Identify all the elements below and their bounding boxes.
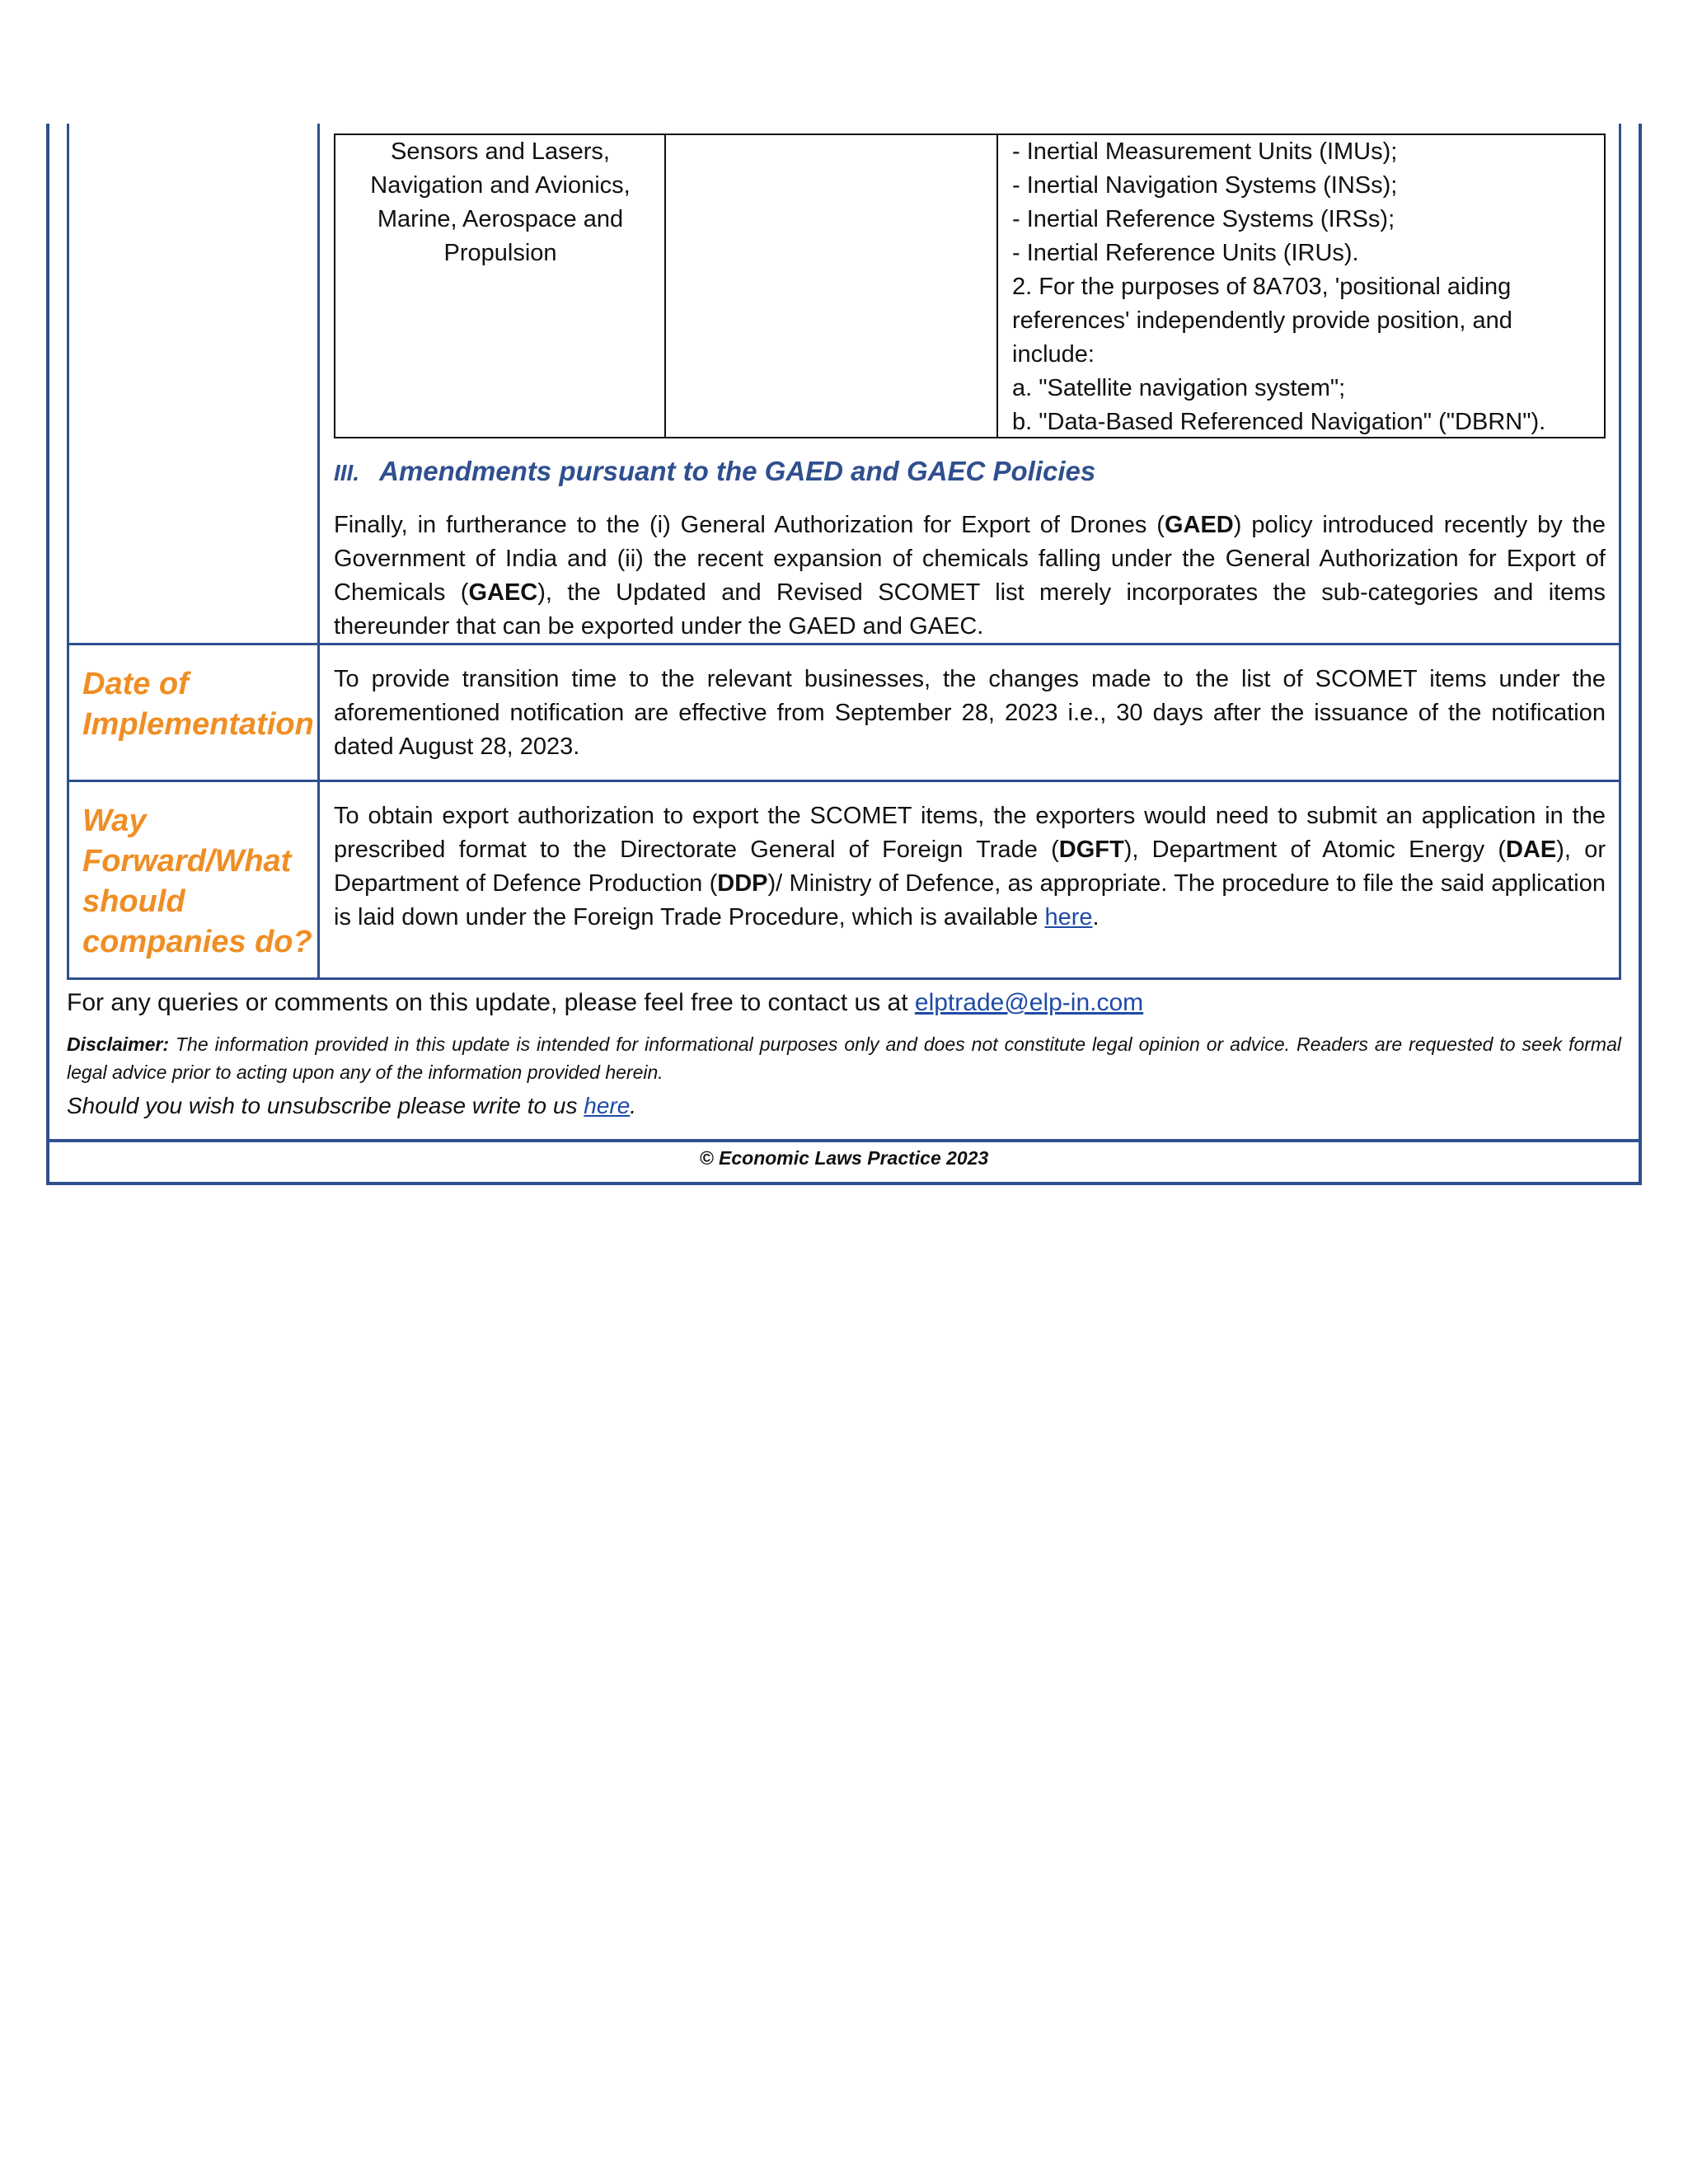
category-cell: Sensors and Lasers, Navigation and Avionics, Marine, Aerospace and Propulsion bbox=[370, 138, 631, 266]
text-run: . bbox=[1092, 904, 1100, 930]
contact-text: For any queries or comments on this update, please feel free to contact us at bbox=[67, 989, 915, 1016]
text-run: Finally, in furtherance to the (i) General Authorization for Export of Drones ( bbox=[334, 512, 1165, 538]
way-forward-label: Way Forward/What should companies do? bbox=[82, 804, 312, 959]
procedure-link[interactable]: here bbox=[1044, 904, 1093, 930]
contact-line bbox=[67, 989, 1143, 1017]
copyright: © Economic Laws Practice 2023 bbox=[699, 1147, 989, 1169]
section-number: III. bbox=[334, 460, 360, 485]
acronym: GAEC bbox=[468, 579, 538, 606]
implementation-label: Date of Implementation bbox=[82, 667, 314, 742]
section-paragraph bbox=[334, 509, 1606, 644]
unsubscribe-text: Should you wish to unsubscribe please write to us bbox=[67, 1093, 584, 1118]
note-line: - Inertial Navigation Systems (INSs); bbox=[1012, 172, 1398, 199]
column-divider bbox=[317, 124, 320, 980]
acronym: DDP bbox=[717, 870, 768, 897]
note-line: b. "Data-Based Referenced Navigation" ("DBRN"). bbox=[1012, 409, 1546, 435]
section-heading bbox=[334, 456, 1095, 487]
row-divider bbox=[67, 780, 1621, 782]
disclaimer-text: The information provided in this update is intended for informational purposes only and does not constitute legal opinion or advice. Readers are requested to seek formal legal advice prior to acting upon any of the information provided herein. bbox=[67, 1033, 1621, 1083]
inner-column-divider bbox=[664, 134, 666, 438]
text-run: . bbox=[630, 1093, 637, 1118]
notes-cell bbox=[1012, 135, 1599, 439]
acronym: GAED bbox=[1164, 512, 1234, 538]
acronym: DGFT bbox=[1058, 837, 1124, 863]
text-run: ), or Department of Defence Production ( bbox=[334, 837, 1606, 897]
section-title: Amendments pursuant to the GAED and GAEC Policies bbox=[379, 456, 1096, 486]
note-line: a. "Satellite navigation system"; bbox=[1012, 375, 1346, 401]
text-run: ), the Updated and Revised SCOMET list merely incorporates the sub-categories and items thereunder that can be exported under the GAED and GAEC. bbox=[334, 579, 1606, 640]
text-run: ), Department of Atomic Energy ( bbox=[1123, 837, 1506, 863]
disclaimer-label: Disclaimer: bbox=[67, 1033, 170, 1055]
unsubscribe-line bbox=[67, 1093, 636, 1119]
inner-column-divider bbox=[996, 134, 998, 438]
unsubscribe-link[interactable]: here bbox=[584, 1093, 631, 1118]
email-link[interactable]: elptrade@elp-in.com bbox=[914, 989, 1144, 1016]
acronym: DAE bbox=[1506, 837, 1557, 863]
note-line: - Inertial Reference Systems (IRSs); bbox=[1012, 206, 1395, 232]
note-line: - Inertial Measurement Units (IMUs); bbox=[1012, 138, 1398, 165]
text-run: )/ Ministry of Defence, as appropriate. The procedure to file the said application is laid down under the Foreign Trade Procedure, which is available bbox=[334, 870, 1606, 930]
text-run: ) policy introduced recently by the Government of India and (ii) the recent expansion of chemicals falling under the General Authorization for Export of Chemicals ( bbox=[334, 512, 1606, 606]
note-line: - Inertial Reference Units (IRUs). bbox=[1012, 240, 1359, 266]
disclaimer bbox=[67, 1030, 1621, 1086]
way-forward-text bbox=[334, 799, 1606, 935]
note-line: 2. For the purposes of 8A703, 'positional aiding references' independently provide position, and include: bbox=[1012, 274, 1512, 368]
implementation-text: To provide transition time to the relevant businesses, the changes made to the list of SCOMET items under the aforementioned notification are effective from September 28, 2023 i.e., 30 days after the issuance of the notification dated August 28, 2023. bbox=[334, 666, 1606, 760]
footer-divider bbox=[46, 1139, 1642, 1142]
text-run: To obtain export authorization to export the SCOMET items, the exporters would need to submit an application in the prescribed format to the Directorate General of Foreign Trade ( bbox=[334, 803, 1606, 863]
